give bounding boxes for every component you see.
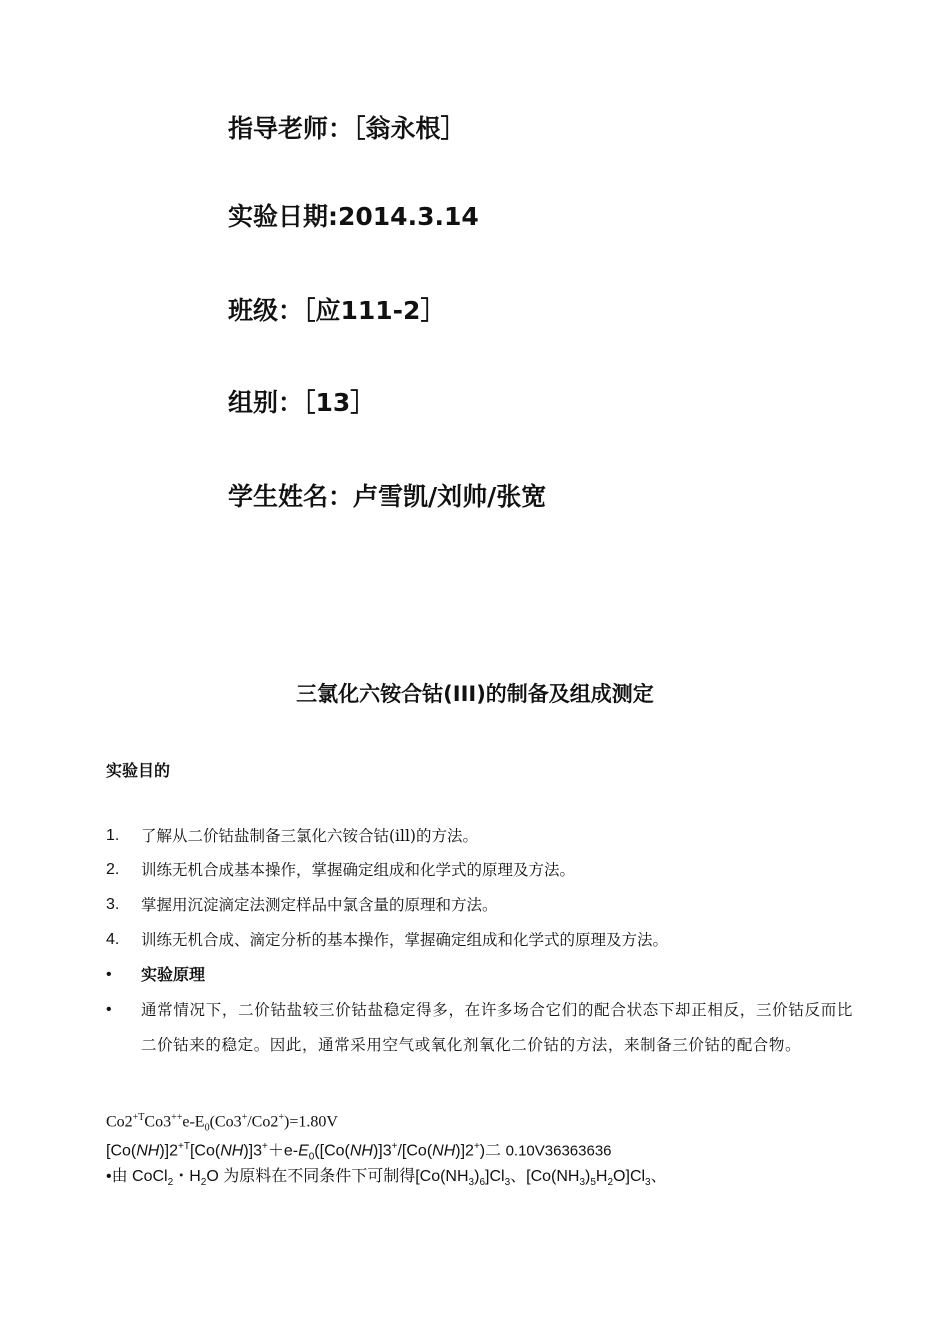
document-title: 三氯化六铵合钴(III)的制备及组成测定 <box>296 682 654 706</box>
advisor-line: 指导老师：［翁永根］ <box>228 114 466 143</box>
complex-potential-formula: $[Co(NH)]2^{+T}[Co(NH)]3^++e-E_0([Co(NH)]3^+/[Co(NH)]2^+)$二 0.10V36363636 <box>106 1141 612 1163</box>
list-number: 1. <box>106 827 120 844</box>
list-text: 训练无机合成基本操作，掌握确定组成和化学式的原理及方法。 <box>141 861 576 879</box>
list-number: 4. <box>106 931 120 948</box>
list-number: 2. <box>106 861 120 878</box>
principle-paragraph: 通常情况下，二价钴盐较三价钴盐稳定得多，在许多场合它们的配合状态下却正相反，三价钴反而比二价钴来的稳定。因此，通常采用空气或氧化剂氧化二价钴的方法，来制备三价钴的配合物。 <box>141 1001 853 1054</box>
objective-heading: 实验目的 <box>106 761 171 780</box>
list-number: 3. <box>106 896 120 913</box>
class-line: 班级：［应111-2］ <box>228 296 446 325</box>
group-line: 组别：［13］ <box>228 388 376 417</box>
oxidation-potential-formula: $Co2^{+T}Co3^{++}e-E_0(Co3^+/Co2^+)=1.80V$ <box>106 1112 338 1134</box>
list-text: 训练无机合成、滴定分析的基本操作，掌握确定组成和化学式的原理及方法。 <box>141 931 669 949</box>
bullet-icon: • <box>106 1001 112 1018</box>
experiment-date-line: 实验日期:2014.3.14 <box>228 202 479 231</box>
list-text: 了解从二价钴盐制备三氯化六铵合钴(ill)的方法。 <box>141 827 478 845</box>
bullet-icon: • <box>106 966 112 983</box>
list-text: 掌握用沉淀滴定法测定样品中氯含量的原理和方法。 <box>141 896 498 914</box>
principle-heading: 实验原理 <box>141 965 206 984</box>
students-line: 学生姓名：卢雪凯/刘帅/张宽 <box>228 482 547 511</box>
preparation-note-line: •由 CoCl$_2$・$H_2O$ 为原料在不同条件下可制得$[Co(NH_3)_6]Cl_3$、$[Co(NH_3)_5H_2O]Cl_3$、 <box>106 1168 667 1189</box>
